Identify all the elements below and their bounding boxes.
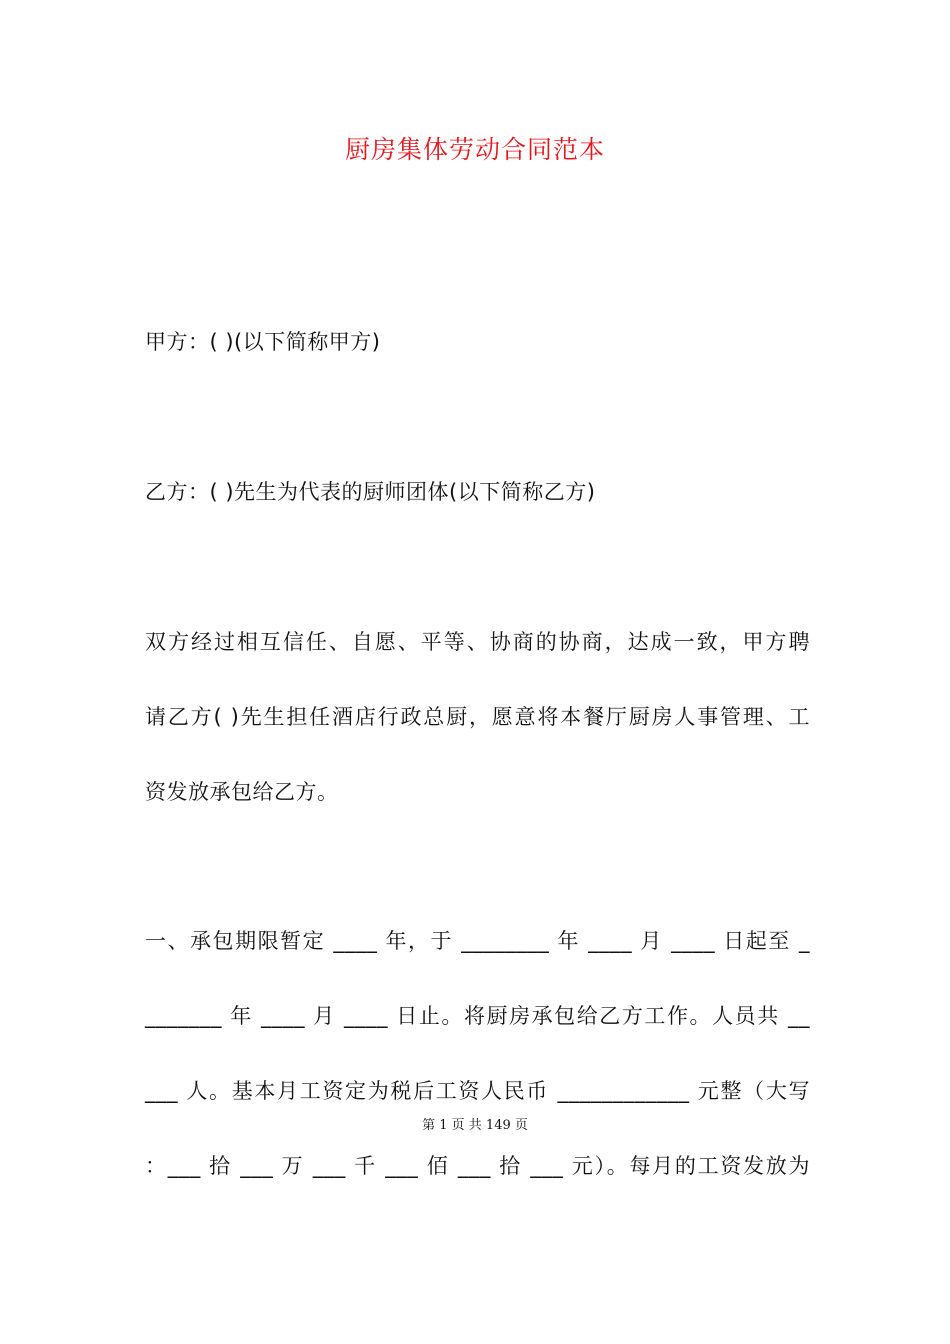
intro-line: 资发放承包给乙方。 [145,780,339,804]
document-title: 厨房集体劳动合同范本 [344,135,605,164]
page-footer: 第 1 页 共 149 页 [422,1118,528,1133]
party-b-line: 乙方：( )先生为代表的厨师团体(以下简称乙方) [145,480,596,504]
clause-line: _______ 年 ____ 月 ____ 日止。将厨房承包给乙方工作。人员共 __ [145,1004,810,1028]
clause-line: ___ 人。基本月工资定为税后工资人民币 ____________ 元整（大写 [145,1079,810,1103]
intro-line: 双方经过相互信任、自愿、平等、协商的协商，达成一致，甲方聘 [145,630,810,654]
party-a-line: 甲方：( )(以下简称甲方) [145,330,381,354]
clause-line: ：___ 拾 ___ 万 ___ 千 ___ 佰 ___ 拾 ___ 元）。每月的工资发放为 [145,1154,810,1178]
intro-line: 请乙方( )先生担任酒店行政总厨，愿意将本餐厅厨房人事管理、工 [145,705,810,729]
clause-line: 一、承包期限暂定 ____ 年，于 ________ 年 ____ 月 ____ 日起至 _ [145,929,810,953]
